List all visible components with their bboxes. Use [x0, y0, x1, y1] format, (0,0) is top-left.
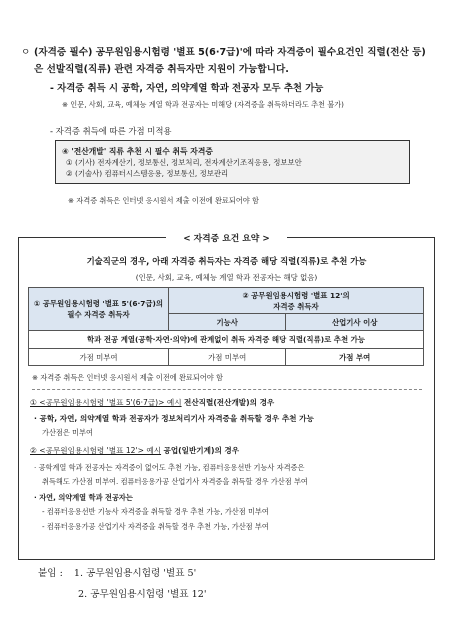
required-cert-title: ④ '전산개발' 직류 추천 시 필수 취득 자격증	[62, 147, 213, 156]
table-header-industrial-engineer: 산업기사 이상	[286, 314, 424, 331]
summary-divider	[32, 389, 422, 390]
example-2-heading: ② <공무원임용시험령 '별표 12'> 예시 공업(일반기계)의 경우	[30, 446, 240, 455]
example-2-line-1: · 공학계열 학과 전공자는 자격증이 없어도 추천 가능, 컴퓨터응용선반 기능사 자격증은	[34, 463, 305, 472]
example-2-line-5: - 컴퓨터응용가공 산업기사 자격증을 취득할 경우 추천 가능, 가산점 부여	[42, 522, 269, 531]
note-excluded-majors: ※ 인문, 사회, 교육, 예체능 계열 학과 전공자는 미해당 (자격증을 취득하더라도 추천 불가)	[62, 100, 344, 109]
example-1-line-1: · 공학, 자연, 의약계열 학과 전공자가 정보처리기사 자격증을 취득할 경우 추천 가능	[34, 414, 314, 423]
lead-paragraph	[21, 44, 434, 78]
required-cert-item-2: ② (기술사) 컴퓨터시스템응용, 정보통신, 정보관리	[66, 169, 229, 178]
table-cell-bonus: 가점 부여	[286, 349, 424, 366]
example-2-line-4: - 컴퓨터응용선반 기능사 자격증을 취득할 경우 추천 가능, 가산점 미부여	[42, 507, 269, 516]
required-cert-item-1: ① (기사) 전자계산기, 정보통신, 정보처리, 전자계산기조직응용, 정보보안	[66, 158, 302, 167]
table-row-recommend: 학과 전공 계열(공학·자연·의약)에 관계없이 취득 자격증 해당 직렬(직류)로 추천 가능	[29, 331, 424, 349]
required-cert-box	[55, 140, 410, 184]
table-header-table5: ① 공무원임용시험령 '별표 5'(6·7급)의 필수 자격증 취득자	[29, 288, 169, 331]
summary-note-deadline: ※ 자격증 취득은 인터넷 응시원서 제출 이전에 완료되어야 함	[32, 373, 223, 382]
summary-title: < 자격증 요건 요약 >	[183, 234, 270, 244]
table-cell-no-bonus-2: 가점 미부여	[169, 349, 286, 366]
table-cell-no-bonus-1: 가점 미부여	[29, 349, 169, 366]
example-1-heading: ① <공무원임용시험령 '별표 5'(6·7급)> 예시 전산직렬(전산개발)의 경우	[30, 398, 275, 407]
table-header-table12: ② 공무원임용시험령 '별표 12'의 자격증 취득자	[169, 288, 424, 314]
example-2-line-3: · 자연, 의약계열 학과 전공자는	[34, 493, 133, 502]
summary-subtitle-note: (인문, 사회, 교육, 예체능 계열 학과 전공자는 해당 없음)	[135, 273, 318, 282]
attachment-item-2: 2. 공무원임용시험령 '별표 12'	[78, 589, 207, 600]
example-2-line-2: 취득해도 가산점 미부여. 컴퓨터응용가공 산업기사 자격증을 취득할 경우 가산점 부여	[42, 477, 308, 486]
dash-item-no-bonus: - 자격증 취득에 따른 가점 미적용	[50, 126, 172, 136]
note-deadline: ※ 자격증 취득은 인터넷 응시원서 제출 이전에 완료되어야 함	[68, 196, 259, 205]
requirements-table	[28, 287, 424, 366]
attachment-label: 붙임 :	[38, 568, 63, 579]
summary-subtitle: 기술직군의 경우, 아래 자격증 취득자는 자격증 해당 직렬(직류)로 추천 가능	[86, 256, 367, 266]
dash-item-recommend: - 자격증 취득 시 공학, 자연, 의약계열 학과 전공자 모두 추천 가능	[50, 83, 324, 94]
lead-bullet: ㅇ	[21, 47, 31, 58]
example-1-line-2: 가산점은 미부여	[42, 428, 93, 437]
lead-text: (자격증 필수) 공무원임용시험령 '별표 5(6·7급)'에 따라 자격증이 필수요건인 직렬(전산 등)은 선발직렬(직류) 관련 자격증 취득자만 지원이 가능합니다.	[34, 47, 426, 75]
attachment-item-1: 붙임 : 1. 공무원임용시험령 '별표 5'	[38, 568, 197, 579]
table-header-craftsman: 기능사	[169, 314, 286, 331]
